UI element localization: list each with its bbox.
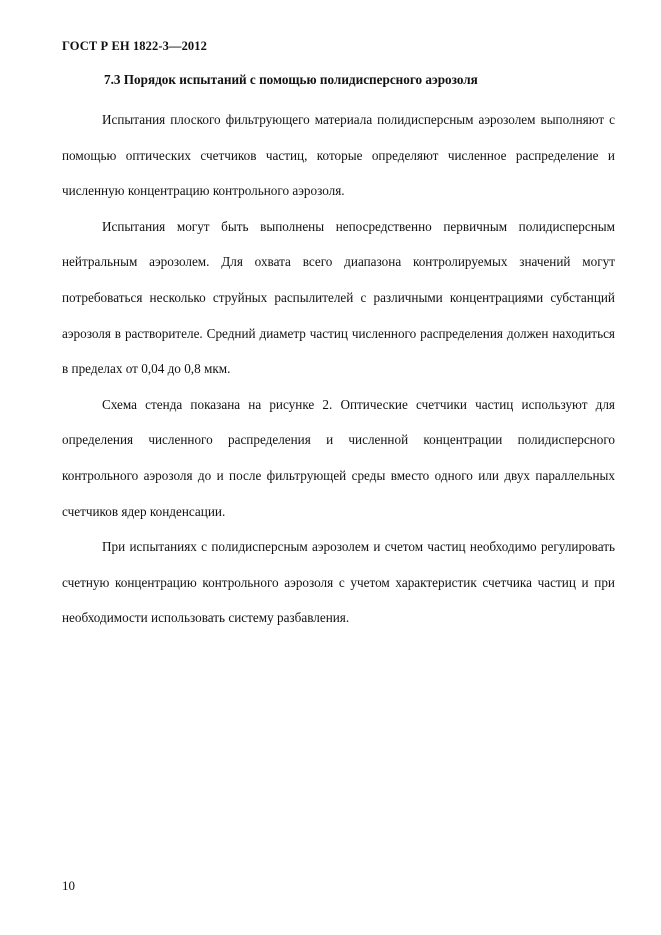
- paragraph: При испытаниях с полидисперсным аэрозолем и счетом частиц необходимо регулировать счетную концентрацию контрольного аэрозоля с учетом характеристик счетчика частиц и при необходимости использовать систему разбавления.: [62, 539, 615, 626]
- section-title: 7.3 Порядок испытаний с помощью полидисперсного аэрозоля: [104, 72, 478, 87]
- body-text: [62, 102, 615, 636]
- running-header: ГОСТ Р ЕН 1822-3—2012: [62, 39, 207, 53]
- paragraph: Испытания могут быть выполнены непосредственно первичным полидисперсным нейтральным аэрозолем. Для охвата всего диапазона контролируемых значений могут потребоваться несколько струйных распылителей с различными концентрациями субстанций аэрозоля в растворителе. Средний диаметр частиц численного распределения должен находиться в пределах от 0,04 до 0,8 мкм.: [62, 218, 615, 377]
- paragraph: Схема стенда показана на рисунке 2. Оптические счетчики частиц используют для определения численного распределения и численной концентрации полидисперсного контрольного аэрозоля до и после фильтрующей среды вместо одного или двух параллельных счетчиков ядер конденсации.: [62, 396, 615, 519]
- paragraph: Испытания плоского фильтрующего материала полидисперсным аэрозолем выполняют с помощью оптических счетчиков частиц, которые определяют численное распределение и численную концентрацию контрольного аэрозоля.: [62, 112, 615, 199]
- page-number: 10: [62, 878, 75, 893]
